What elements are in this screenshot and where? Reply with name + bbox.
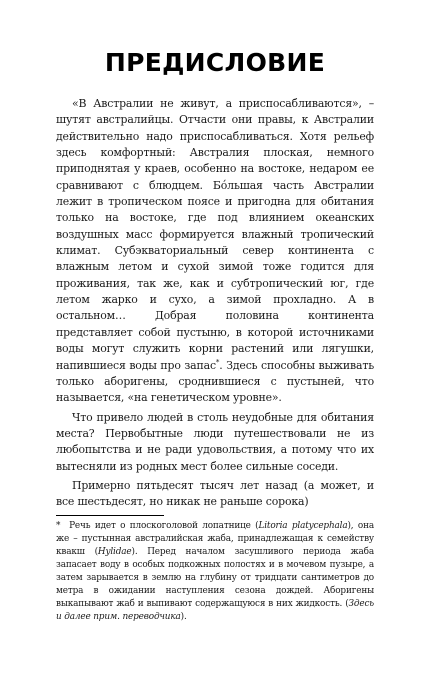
footnote-marker: * xyxy=(56,520,61,531)
footnote-text: Речь идет о плоскоголовой лопатнице ( xyxy=(69,520,259,531)
footnote-reference[interactable]: * xyxy=(215,357,220,366)
chapter-heading: ПРЕДИСЛОВИЕ xyxy=(104,48,326,77)
latin-name: Hylidae xyxy=(97,546,132,557)
footnote-text: ), она же – пустынная австралийская жаба, принадлежащая к семейству квакш ( xyxy=(56,520,374,557)
footnote xyxy=(56,520,374,624)
paragraph-text: «В Австралии не живут, а приспосабливаются», – шутят австралийцы. Отчасти они правы, к Австралии действительно надо приспосабливаться. Хотя рельеф здесь комфортный: Австралия плоская, немного приподнятая у краев, особенно на востоке, недаром ее сравнивают с блюдцем. Бóльшая часть Австралии лежит в тропическом поясе и пригодна для обитания только на востоке, где под влиянием океанских воздушных масс формируется влажный тропический климат. Субэкваториальный север континента с влажным летом и сухой зимой тоже годится для проживания, так же, как и субтропический юг, где летом жарко и сухо, а зимой прохладно. А в остальном… Добрая половина континента представляет собой пустыню, в которой источниками воды могут служить корни растений или лягушки, напившиеся воды про запас xyxy=(56,97,374,372)
paragraph xyxy=(56,96,374,407)
latin-name: Litoria platycephala xyxy=(258,520,348,531)
paragraph: Примерно пятьдесят тысяч лет назад (а может, и все шестьдесят, но никак не раньше сорока) xyxy=(56,478,374,509)
paragraph-text: . Здесь способны выживать только аборигены, сроднившиеся с пустыней, что называется, «на генетическом уровне». xyxy=(56,358,374,405)
paragraph: Что привело людей в столь неудобные для обитания места? Первобытные люди путешествовали не из любопытства и не ради удовольствия, а потому что их вытесняли из родных мест более сильные соседи. xyxy=(56,410,374,473)
footnote-text: ). Перед началом засушливого периода жаба запасает воду в особых подкожных полостях и в мочевом пузыре, а затем зарывается в землю на глубину от тридцати сантиметров до метра в ожидании наступления сезона дождей. Аборигены выкапывают жаб и выпивают содержащуюся в них жидкость. ( xyxy=(56,546,374,609)
footnote-divider xyxy=(56,515,164,516)
book-page xyxy=(56,48,374,624)
translator-note: Здесь и далее прим. переводчика xyxy=(56,598,374,622)
footnote-text: ). xyxy=(180,611,187,622)
body-text xyxy=(56,96,374,511)
